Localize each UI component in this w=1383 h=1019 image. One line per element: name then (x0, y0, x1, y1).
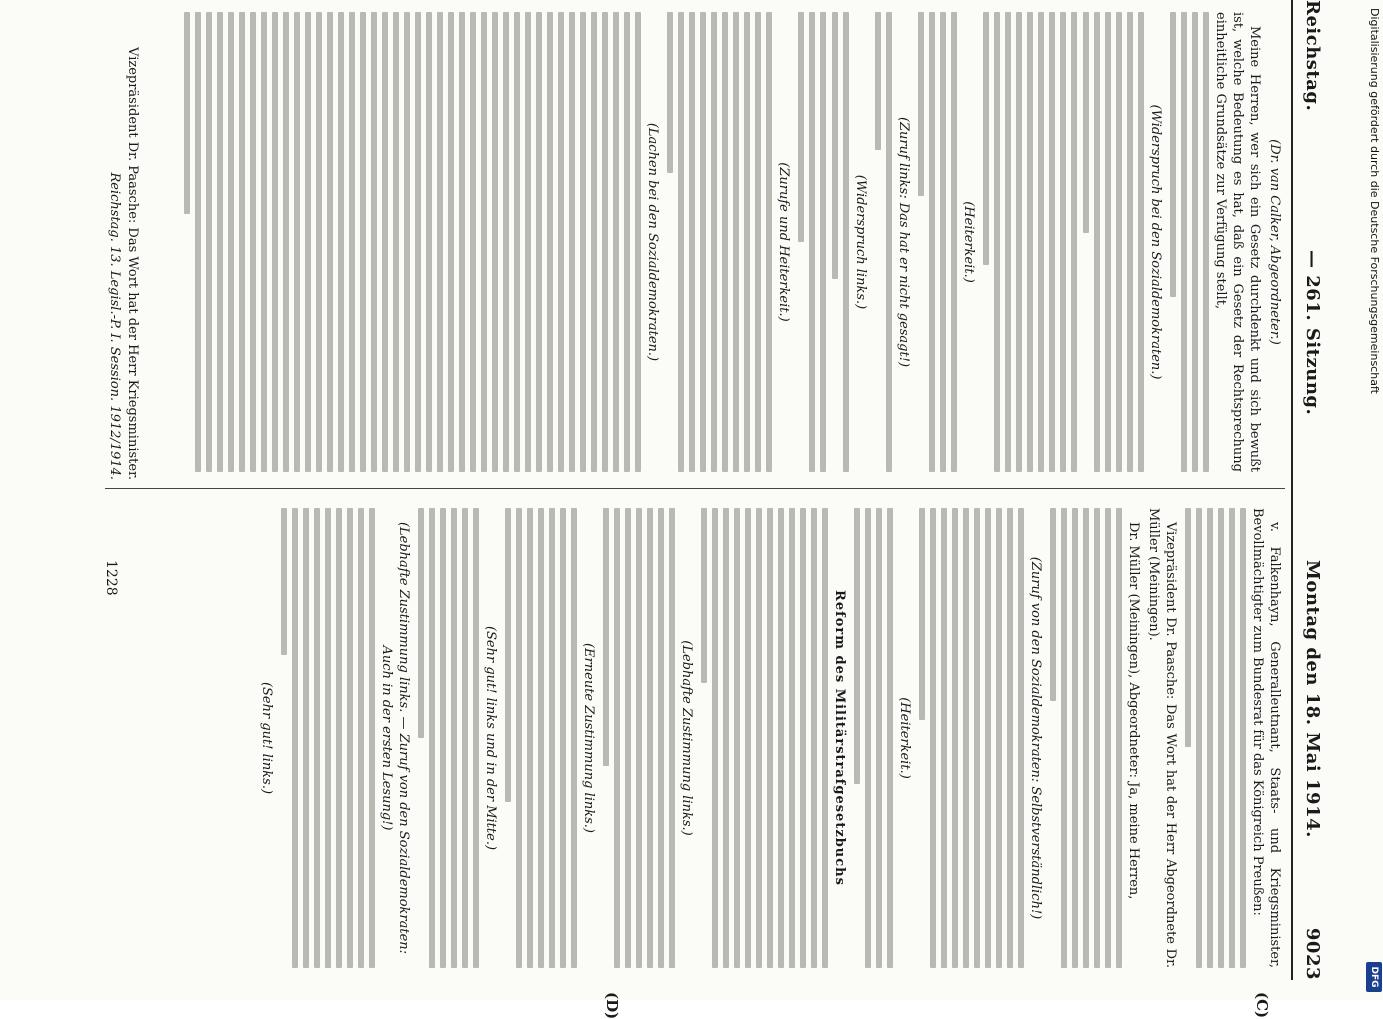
illegible-text (505, 508, 577, 968)
interjection: (Lachen bei den Sozialdemokraten.) (645, 122, 660, 362)
speaker-paragraph: Vizepräsident Dr. Paasche: Das Wort hat der Herr Abgeordnete Dr. Müller (Meiningen). (1146, 508, 1178, 968)
interjection: (Zurufe und Heiterkeit.) (776, 162, 791, 322)
illegible-text (1170, 12, 1209, 472)
digitization-strip (1361, 0, 1383, 1000)
interjection: (Lebhafte Zustimmung links. — Zuruf von den Sozialdemokraten: Auch in der ersten Lesung!) (379, 521, 411, 955)
illegible-text (1185, 508, 1246, 968)
illegible-text (918, 12, 957, 472)
interjection: (Zuruf links: Das hat er nicht gesagt!) (896, 116, 911, 368)
header-page-number: 9023 (1302, 927, 1323, 980)
margin-letter-d: (D) (603, 992, 621, 1019)
page-footer (105, 0, 141, 480)
illegible-text (1050, 508, 1122, 968)
illegible-text (281, 508, 375, 968)
illegible-text (832, 12, 849, 472)
running-header (1295, 0, 1323, 980)
interjection: (Sehr gut! links und in der Mitte.) (483, 625, 498, 851)
interjection: (Lebhafte Zustimmung links.) (679, 640, 694, 836)
dfg-logo: DFG (1366, 962, 1382, 992)
illegible-text (983, 12, 1077, 472)
interjection: (Heiterkeit.) (961, 201, 976, 283)
illegible-text (798, 12, 826, 472)
left-column (178, 12, 1283, 472)
margin-letter-c: (C) (1253, 992, 1271, 1019)
illegible-text (919, 508, 1024, 968)
header-session: — 261. Sitzung. (1302, 250, 1323, 416)
document-sheet (41, 0, 1341, 1019)
interjection: (Zuruf von den Sozialdemokraten: Selbstverständlich!) (1028, 556, 1043, 920)
source-line: Reichstag. 13. Legisl.-P. I. Session. 1912/1914. (107, 172, 122, 480)
digitization-note: Digitalisierung gefördert durch die Deutsche Forschungsgemeinschaft (1368, 8, 1381, 394)
column-divider (105, 488, 1285, 489)
illegible-text (667, 12, 772, 472)
emphasized-phrase: Reform des Militärstrafgesetzbuchs (832, 590, 847, 886)
interjection: (Widerspruch bei den Sozialdemokraten.) (1148, 104, 1163, 380)
interjection: (Heiterkeit.) (897, 697, 912, 779)
speaker-paragraph: v. Falkenhayn, Generalleutnant, Staats- und Kriegsminister, Bevollmächtigter zum Bundesrat für das Königreich Preußen: (1250, 508, 1282, 968)
illegible-text (418, 508, 479, 968)
interjection: (Widerspruch links.) (853, 174, 868, 310)
interjection: (Erneute Zustimmung links.) (581, 642, 596, 834)
page-number: 1228 (103, 560, 119, 596)
illegible-text (875, 12, 892, 472)
right-column (255, 508, 1283, 968)
illegible-text (184, 12, 641, 472)
paragraph: Meine Herren, wer sich ein Gesetz durchdenkt und sich bewußt ist, welche Bedeutung es hat, daß ein Gesetz der Rechtsprechung einheitliche Grundsätze zur Verfügung stellt, (1213, 12, 1262, 472)
interjection: (Sehr gut! links.) (259, 681, 274, 795)
illegible-text (701, 508, 828, 968)
header-rule (1291, 0, 1293, 980)
illegible-text (603, 508, 675, 968)
header-date: Montag den 18. Mai 1914. (1302, 560, 1323, 838)
header-title: Reichstag. (1302, 0, 1323, 112)
speaker-note: (Dr. van Calker, Abgeordneter.) (1267, 139, 1282, 345)
presiding-remark: Vizepräsident Dr. Paasche: Das Wort hat der Herr Kriegsminister. (125, 47, 140, 480)
illegible-text (854, 508, 893, 968)
speaker-paragraph: Dr. Müller (Meiningen), Abgeordneter: Ja, meine Herren, (1126, 522, 1141, 900)
illegible-text (1083, 12, 1144, 472)
